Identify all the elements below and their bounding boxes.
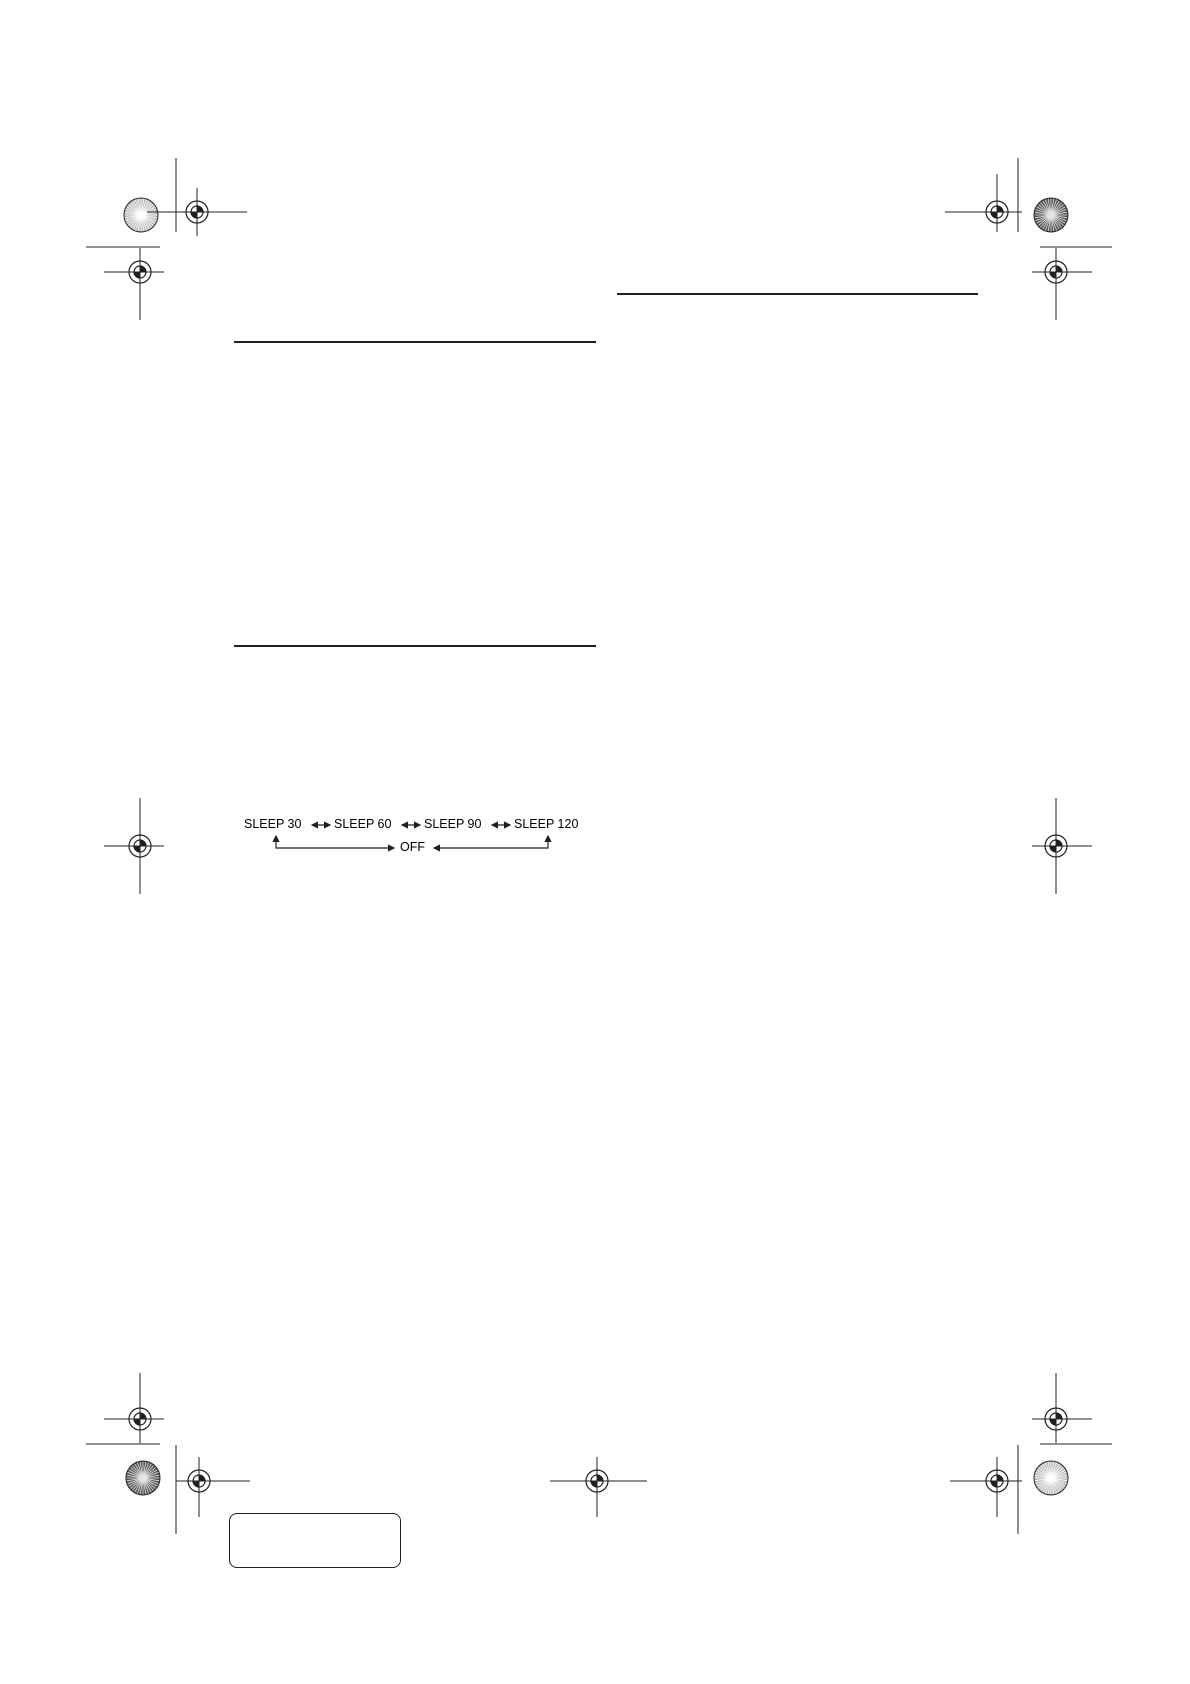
- loop-arrow-left: [276, 836, 394, 848]
- id-box: [229, 1513, 401, 1568]
- sleep-60-label: SLEEP 60: [334, 817, 392, 831]
- off-label: OFF: [400, 840, 425, 854]
- loop-arrow-right: [434, 836, 548, 848]
- sleep-90-label: SLEEP 90: [424, 817, 482, 831]
- sleep-30-label: SLEEP 30: [244, 817, 302, 831]
- sleep-120-label: SLEEP 120: [514, 817, 579, 831]
